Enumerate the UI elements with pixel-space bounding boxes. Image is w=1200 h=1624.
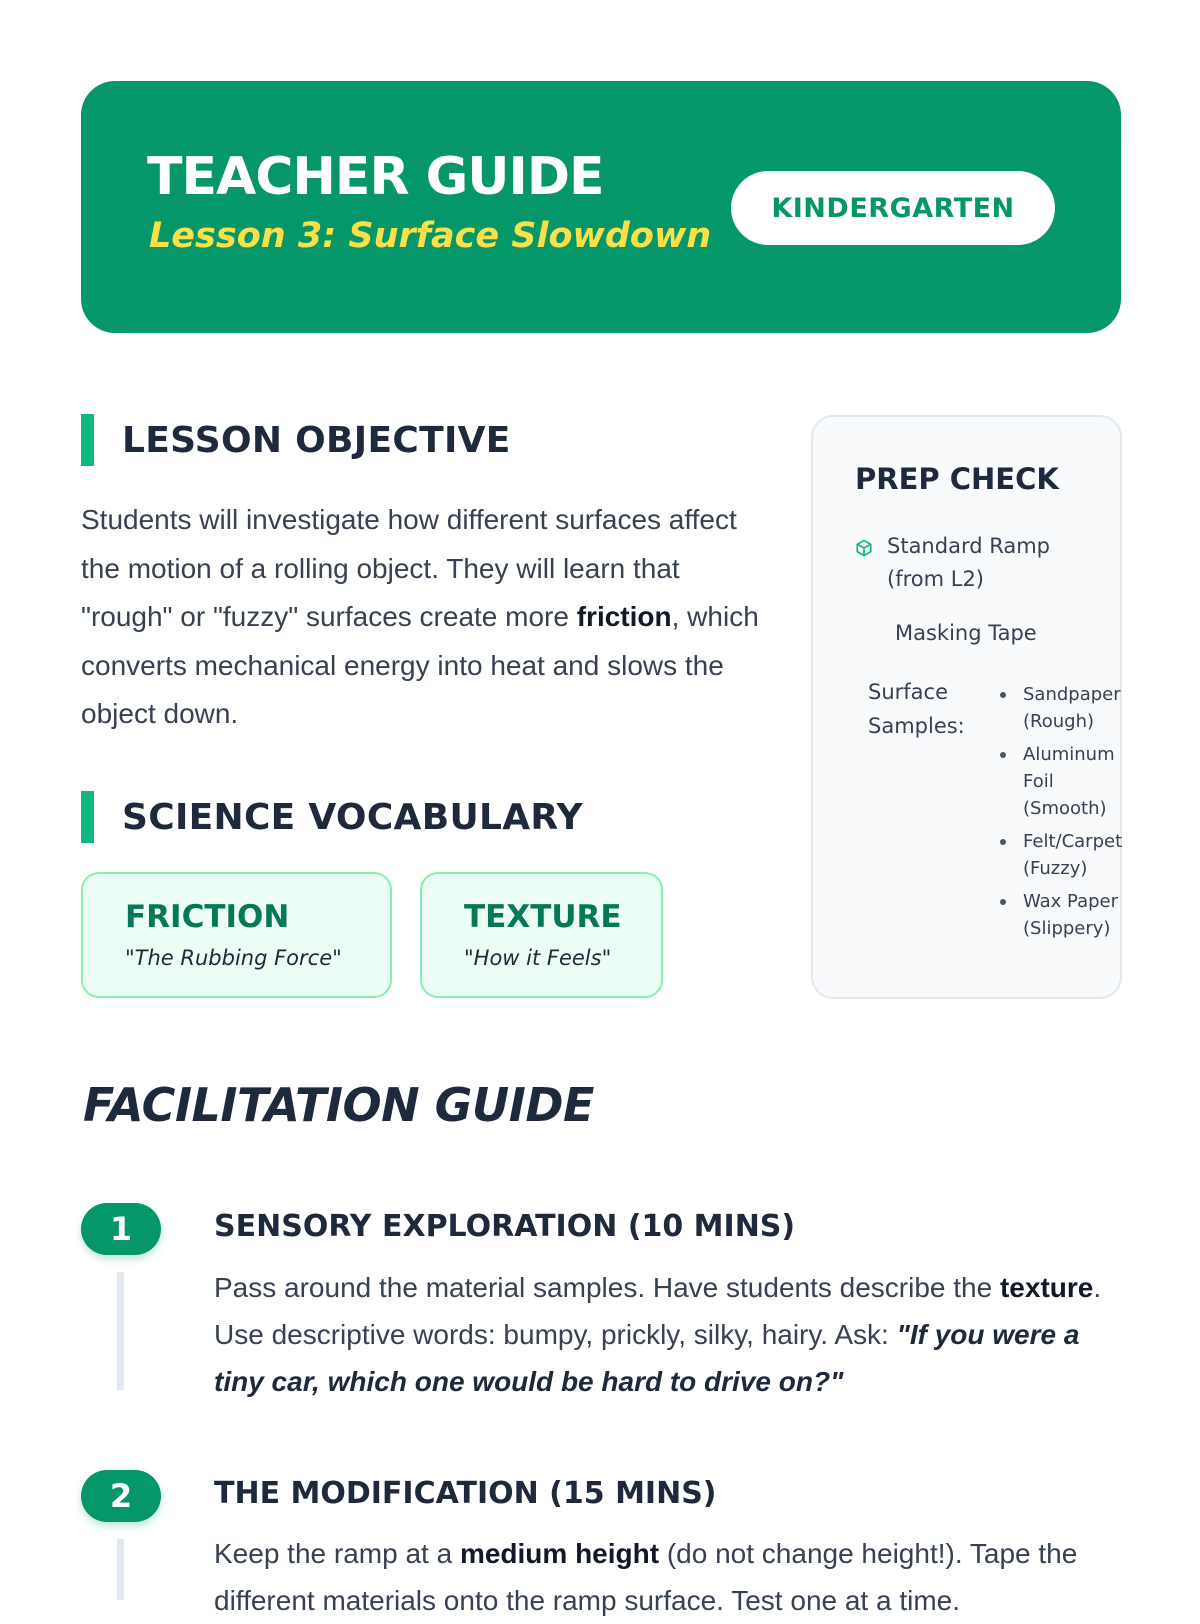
step-body-quote: "If you were a tiny car, which one would be hard to drive on?" (214, 1319, 1080, 1397)
sample-descriptor: (Rough) (1023, 711, 1094, 732)
facilitation-guide-title: FACILITATION GUIDE (83, 1078, 594, 1132)
vocab-card-texture (420, 872, 663, 998)
step-body (214, 1264, 1114, 1405)
cube-icon (855, 539, 873, 557)
prep-samples-label (868, 675, 965, 743)
vocab-definition: "The Rubbing Force" (125, 946, 342, 970)
objective-text (81, 496, 761, 739)
objective-bold-term: friction (576, 601, 672, 632)
step-number-badge: 2 (81, 1470, 161, 1522)
sample-name: Wax Paper (1023, 891, 1119, 912)
step-connector-line (117, 1539, 124, 1600)
vocab-definition: "How it Feels" (464, 946, 612, 970)
sample-name-cont: Foil (1023, 771, 1054, 792)
sample-descriptor: (Fuzzy) (1023, 858, 1088, 879)
list-item (997, 828, 1137, 882)
grade-badge: KINDERGARTEN (731, 171, 1055, 245)
step-body-part-2: (do not change height!). Tape the different materials onto the ramp surface. Test one at a time. (214, 1538, 1078, 1616)
prep-check-card (811, 415, 1122, 999)
vocab-card-friction (81, 872, 392, 998)
page-title: TEACHER GUIDE (147, 147, 604, 207)
step-body-part-2: . Use descriptive words: bumpy, prickly, silky, hairy. Ask: (214, 1272, 1102, 1350)
step-body-bold: texture (999, 1272, 1094, 1303)
step-body-part-1: Pass around the material samples. Have students describe the (214, 1272, 1000, 1303)
vocab-term: FRICTION (125, 899, 290, 935)
prep-item-ramp-line-2: (from L2) (887, 567, 984, 591)
list-item (997, 681, 1137, 735)
prep-check-title: PREP CHECK (855, 462, 1059, 496)
vocab-term: TEXTURE (464, 899, 622, 935)
step-body (214, 1530, 1114, 1624)
step-number-badge: 1 (81, 1203, 161, 1255)
step-title: SENSORY EXPLORATION (10 MINS) (214, 1209, 796, 1244)
samples-list (997, 681, 1137, 948)
objective-text-part-2: , which converts mechanical energy into heat and slows the object down. (81, 601, 759, 729)
samples-label-line-2: Samples: (868, 714, 965, 738)
sample-name: Sandpaper (1023, 684, 1121, 705)
step-body-part-1: Keep the ramp at a (214, 1538, 460, 1569)
sample-descriptor: (Smooth) (1023, 798, 1107, 819)
step-body-bold: medium height (459, 1538, 660, 1569)
vocabulary-heading: SCIENCE VOCABULARY (81, 791, 583, 843)
list-item (997, 888, 1137, 942)
objective-text-part-1: Students will investigate how different surfaces affect the motion of a rolling object. They will learn that "rough" or "fuzzy" surfaces create more (81, 504, 737, 632)
sample-name: Aluminum (1023, 744, 1115, 765)
sample-name: Felt/Carpet (1023, 831, 1123, 852)
lesson-subtitle: Lesson 3: Surface Slowdown (149, 216, 712, 256)
samples-label-line-1: Surface (868, 680, 949, 704)
step-connector-line (117, 1272, 124, 1390)
step-title: THE MODIFICATION (15 MINS) (214, 1476, 717, 1511)
prep-item-ramp (887, 530, 1050, 596)
sample-descriptor: (Slippery) (1023, 918, 1111, 939)
objective-heading: LESSON OBJECTIVE (81, 414, 511, 466)
list-item (997, 741, 1137, 822)
prep-item-ramp-line-1: Standard Ramp (887, 534, 1050, 558)
header-banner (81, 81, 1121, 333)
prep-item-tape: Masking Tape (895, 621, 1037, 645)
